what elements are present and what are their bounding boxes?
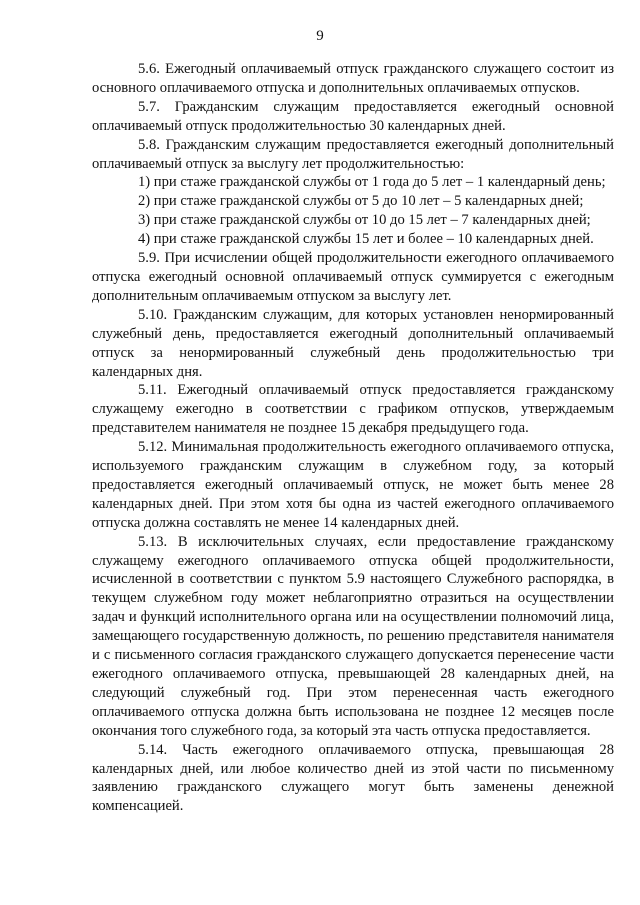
list-item-1: 1) при стаже гражданской службы от 1 года до 5 лет – 1 календарный день; [138,174,606,191]
document-body [92,60,614,816]
paragraph-5-9: 5.9. При исчислении общей продолжительности ежегодного оплачиваемого отпуска ежегодный основной оплачиваемый отпуск суммируется с ежегодным дополнительным оплачиваемым отпуском за выслугу лет. [92,250,614,304]
list-item-2: 2) при стаже гражданской службы от 5 до 10 лет – 5 календарных дней; [138,193,584,210]
paragraph-5-11: 5.11. Ежегодный оплачиваемый отпуск предоставляется гражданскому служащему ежегодно в соответствии с графиком отпусков, утверждаемым представителем нанимателя не позднее 15 декабря предыдущего года. [92,382,614,437]
paragraph-5-8: 5.8. Гражданским служащим предоставляется ежегодный дополнительный оплачиваемый отпуск за выслугу лет продолжительностью: [92,136,614,172]
paragraph-5-13: 5.13. В исключительных случаях, если предоставление гражданскому служащему ежегодного оплачиваемого отпуска общей продолжительности, исчисленной в соответствии с пунктом 5.9 настоящего Служебного распорядка, в текущем служебном году может неблагоприятно отразиться на осуществлении задач и функций исполнительного органа или на осуществлении полномочий лица, замещающего государственную должность, по решению представителя нанимателя и с письменного согласия гражданского служащего допускается перенесение части ежегодного оплачиваемого отпуска, превышающей 28 календарных дней, на следующий служебный год. При этом перенесенная часть ежегодного оплачиваемого отпуска должна быть использована не позднее 12 месяцев после окончания того служебного года, за который эта часть отпуска предоставляется. [92,533,614,739]
list-item-4: 4) при стаже гражданской службы 15 лет и более – 10 календарных дней. [138,231,594,248]
list-item-3: 3) при стаже гражданской службы от 10 до 15 лет – 7 календарных дней; [138,212,591,229]
paragraph-5-12: 5.12. Минимальная продолжительность ежегодного оплачиваемого отпуска, используемого гражданским служащим в служебном году, за который предоставляется ежегодный оплачиваемый отпуск, не может быть менее 28 календарных дней. При этом хотя бы одна из частей ежегодного оплачиваемого отпуска должна составлять не менее 14 календарных дней. [92,439,614,531]
paragraph-5-6: 5.6. Ежегодный оплачиваемый отпуск гражданского служащего состоит из основного оплачиваемого отпуска и дополнительных оплачиваемых отпусков. [92,61,614,96]
paragraph-5-7: 5.7. Гражданским служащим предоставляется ежегодный основной оплачиваемый отпуск продолжительностью 30 календарных дней. [92,98,614,134]
paragraph-5-10: 5.10. Гражданским служащим, для которых установлен ненормированный служебный день, предоставляется ежегодный дополнительный оплачиваемый отпуск за ненормированный служебный день продолжительностью три календарных дня. [92,306,614,380]
page-number: 9 [316,28,324,44]
paragraph-5-14: 5.14. Часть ежегодного оплачиваемого отпуска, превышающая 28 календарных дней, или любое количество дней из этой части по письменному заявлению гражданского служащего могут быть заменены денежной компенсацией. [92,741,614,815]
